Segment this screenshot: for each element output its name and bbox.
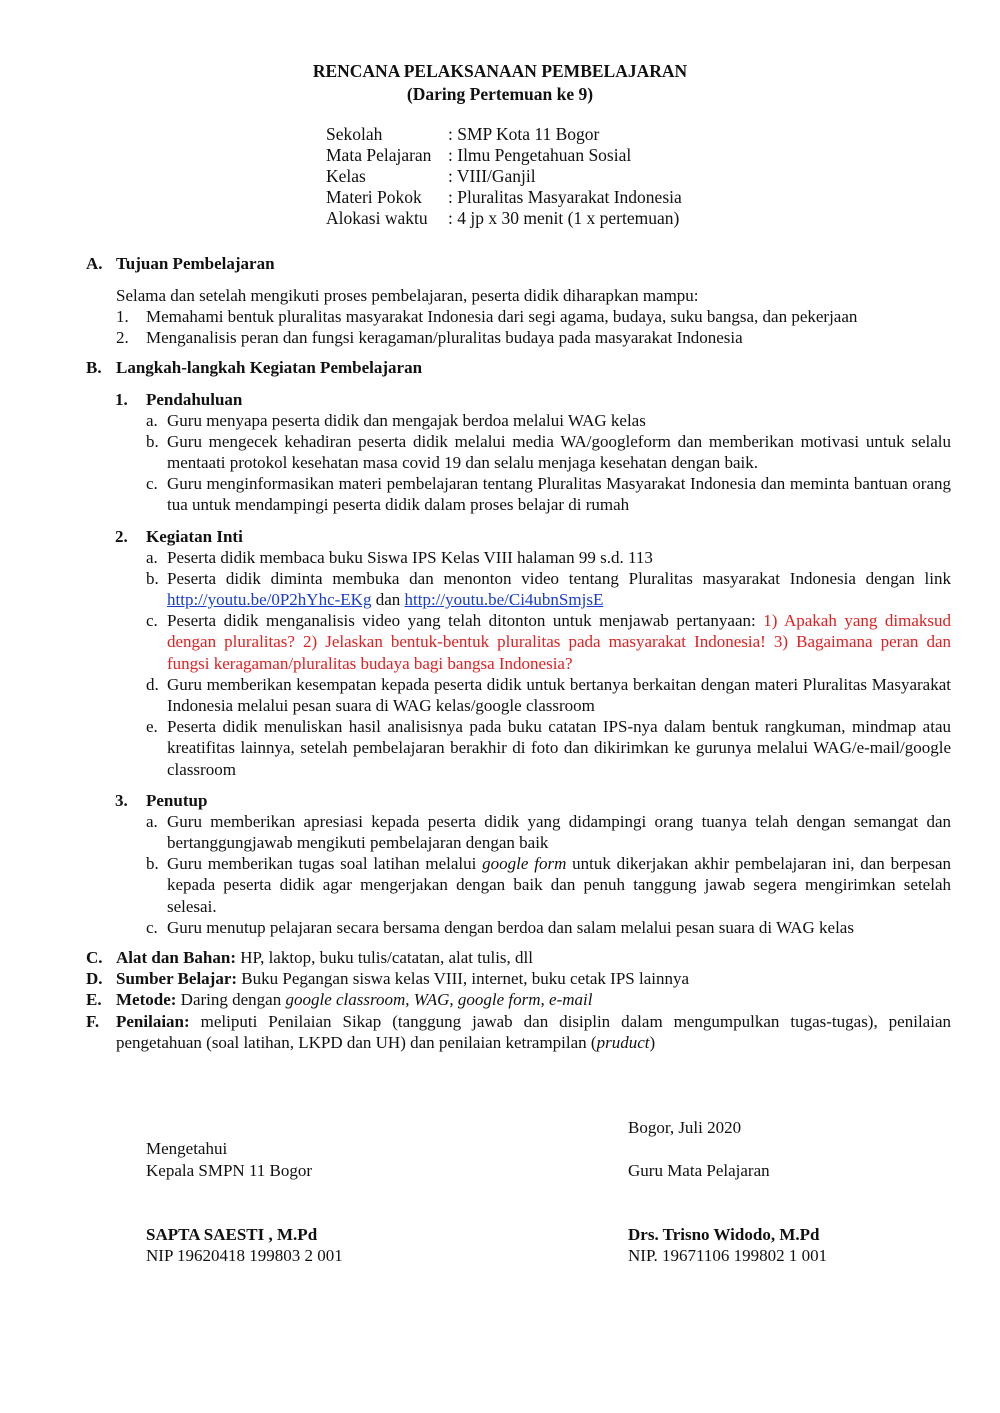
list-item: b. Peserta didik diminta membuka dan menonton video tentang Pluralitas masyarakat Indonesia dengan link http://youtu.be/0P2hYhc-EKg dan http://youtu.be/Ci4ubnSmjsE (146, 569, 951, 610)
signature-left-name: SAPTA SAESTI , M.Pd (146, 1225, 318, 1244)
list-item: c. Guru menginformasikan materi pembelajaran tentang Pluralitas Masyarakat Indonesia dan meminta bantuan orang tua untuk mendampingi peserta didik dalam proses belajar di rumah (146, 474, 951, 515)
identity-row: Materi Pokok : Pluralitas Masyarakat Indonesia (326, 187, 682, 207)
section-f: Penilaian: meliputi Penilaian Sikap (tanggung jawab dan disiplin dalam mengumpulkan tugas-tugas), penilaian pengetahuan (soal latihan, LKPD dan UH) dan penilaian ketrampilan (pruduct) (116, 1012, 951, 1053)
signature-right-role: Guru Mata Pelajaran (628, 1161, 770, 1180)
list-number: 1. (116, 307, 129, 326)
questions-text: 1) Apakah yang dimaksud dengan pluralitas? 2) Jelaskan bentuk-bentuk pluralitas pada masyarakat Indonesia! 3) Bagaimana peran dan fungsi keragaman/pluralitas budaya bagi bangsa Indonesia? (167, 611, 952, 673)
section-b-heading: B. Langkah-langkah Kegiatan Pembelajaran (86, 358, 423, 377)
pendahuluan-heading: 1. Pendahuluan (115, 390, 243, 409)
section-d: D. Sumber Belajar: Buku Pegangan siswa kelas VIII, internet, buku cetak IPS lainnya (86, 969, 690, 988)
list-item: b. Guru mengecek kehadiran peserta didik melalui media WA/googleform dan memberikan motivasi untuk selalu mentaati protokol kesehatan masa covid 19 dan selalu menjaga kesehatan dengan baik. (146, 432, 951, 473)
list-item: c. Peserta didik menganalisis video yang telah ditonton untuk menjawab pertanyaan: 1) Apakah yang dimaksud dengan pluralitas? 2) Jelaskan bentuk-bentuk pluralitas pada masyarakat Indonesia! 3) Bagaimana peran dan fungsi keragaman/pluralitas budaya bagi bangsa Indonesia? (146, 611, 952, 673)
list-number: 2. (116, 328, 129, 347)
section-e: E. Metode: Daring dengan google classroom, WAG, google form, e-mail (86, 990, 593, 1009)
list-item: a. Peserta didik membaca buku Siswa IPS Kelas VIII halaman 99 s.d. 113 (146, 548, 653, 567)
signature-acknowledge: Mengetahui (146, 1139, 228, 1158)
list-item: a. Guru memberikan apresiasi kepada peserta didik yang didampingi orang tuanya telah dengan semangat dan bertanggungjawab mengikuti pembelajaran dengan baik (146, 812, 951, 853)
section-a-intro: Selama dan setelah mengikuti proses pembelajaran, peserta didik diharapkan mampu: (116, 286, 699, 305)
objective-item: Menganalisis peran dan fungsi keragaman/pluralitas budaya pada masyarakat Indonesia (146, 328, 743, 347)
identity-row: Sekolah : SMP Kota 11 Bogor (326, 124, 600, 144)
signature-date: Bogor, Juli 2020 (628, 1118, 742, 1137)
signature-left-nip: NIP 19620418 199803 2 001 (146, 1246, 343, 1265)
signature-right-nip: NIP. 19671106 199802 1 001 (628, 1246, 828, 1265)
section-f-letter: F. (86, 1012, 100, 1031)
signature-right-name: Drs. Trisno Widodo, M.Pd (628, 1225, 820, 1244)
list-item: e. Peserta didik menuliskan hasil analisisnya pada buku catatan IPS-nya dalam bentuk rangkuman, mindmap atau kreatifitas lainnya, setelah pembelajaran berakhir di foto dan dikirimkan ke gurunya melalui WAG/e-mail/google classroom (146, 717, 951, 779)
document-title: RENCANA PELAKSANAAN PEMBELAJARAN (312, 61, 688, 81)
list-item: c. Guru menutup pelajaran secara bersama dengan berdoa dan salam melalui pesan suara di WAG kelas (146, 918, 854, 937)
video-link-2[interactable]: http://youtu.be/Ci4ubnSmjsE (404, 590, 604, 610)
video-link-1[interactable]: http://youtu.be/0P2hYhc-EKg (167, 590, 372, 610)
list-item: a. Guru menyapa peserta didik dan mengajak berdoa melalui WAG kelas (146, 411, 646, 430)
list-item: d. Guru memberikan kesempatan kepada peserta didik untuk bertanya berkaitan dengan materi Pluralitas Masyarakat Indonesia melalui pesan suara di WAG kelas/google classroom (146, 675, 951, 716)
kegiatan-inti-heading: 2. Kegiatan Inti (115, 527, 243, 546)
penutup-heading: 3. Penutup (115, 791, 208, 810)
objective-item: Memahami bentuk pluralitas masyarakat Indonesia dari segi agama, budaya, suku bangsa, dan pekerjaan (146, 307, 858, 326)
identity-row: Kelas : VIII/Ganjil (326, 166, 536, 186)
list-item: b. Guru memberikan tugas soal latihan melalui google form untuk dikerjakan akhir pembelajaran ini, dan berpesan kepada peserta didik agar mengerjakan dengan baik dan penuh tanggung jawab segera mengirimkan setelah selesai. (146, 854, 952, 916)
identity-row: Alokasi waktu : 4 jp x 30 menit (1 x pertemuan) (326, 208, 680, 228)
signature-left-role: Kepala SMPN 11 Bogor (146, 1161, 313, 1180)
section-c: C. Alat dan Bahan: HP, laktop, buku tulis/catatan, alat tulis, dll (86, 948, 533, 967)
section-a-heading: A. Tujuan Pembelajaran (86, 254, 275, 273)
identity-row: Mata Pelajaran : Ilmu Pengetahuan Sosial (326, 145, 632, 165)
document-subtitle: (Daring Pertemuan ke 9) (406, 84, 594, 104)
identity-block (326, 124, 682, 229)
